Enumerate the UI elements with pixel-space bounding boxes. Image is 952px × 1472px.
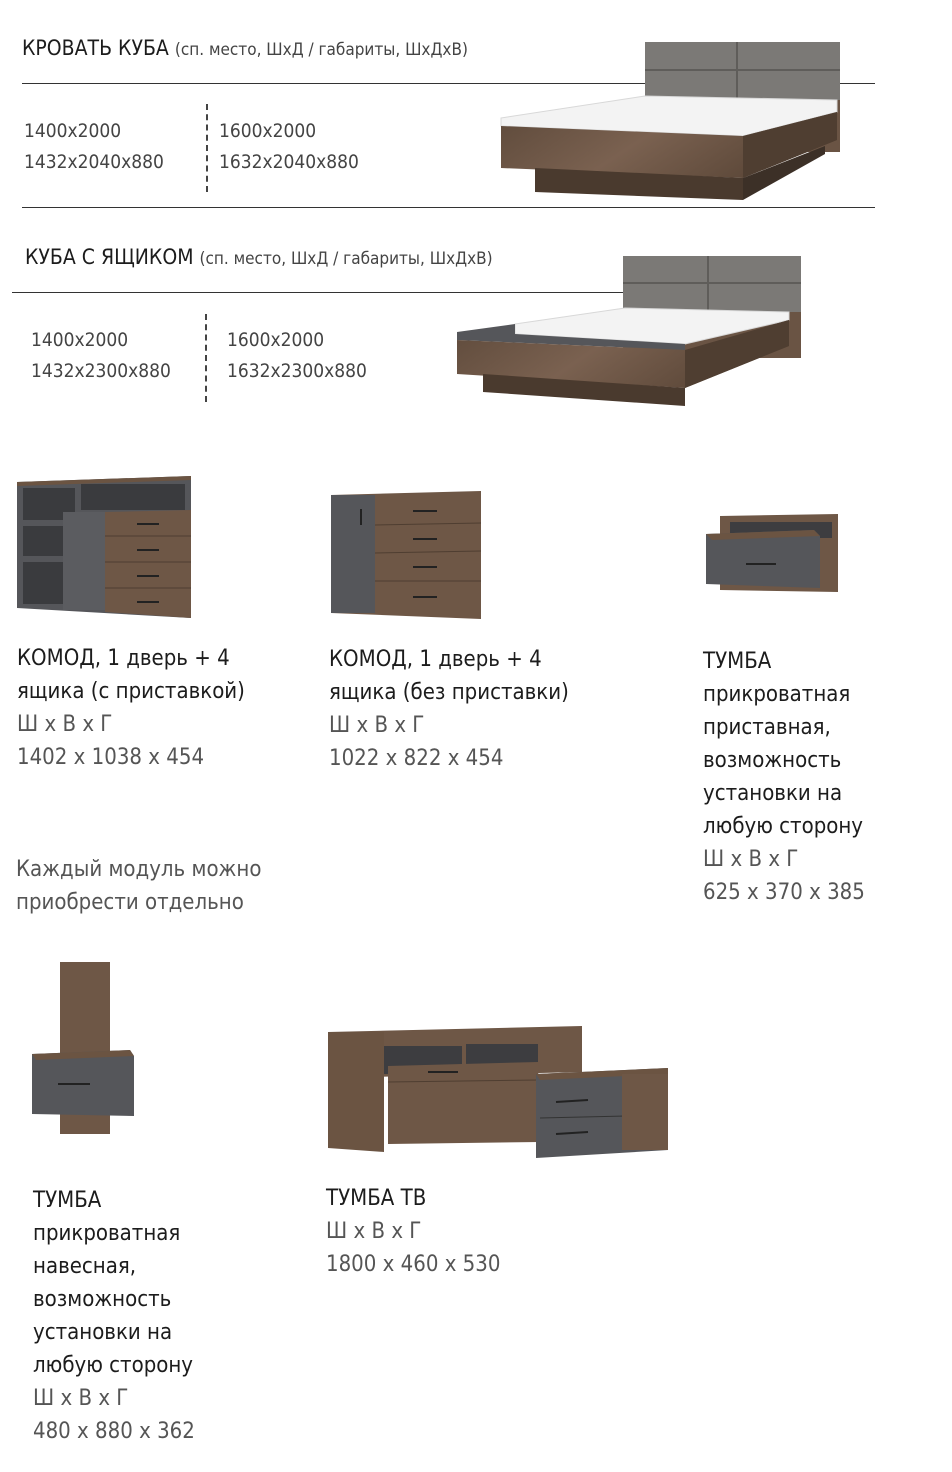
product-title: ТУМБА [703, 649, 772, 674]
sleep-size: 1600x2000 [219, 120, 317, 142]
sleep-size: 1600x2000 [227, 329, 325, 351]
bed-cuba-drawer-subtitle: (сп. место, ШхД / габариты, ШхДхВ) [199, 249, 493, 269]
bed-cuba-drawer-heading [25, 245, 493, 269]
bed-with-upholstered-headboard-icon [495, 40, 845, 205]
product-title: КОМОД, 1 дверь + 4 [329, 647, 542, 672]
bed-cuba-heading [22, 36, 468, 60]
bed-cuba-drawer-variant-1600 [227, 325, 367, 387]
dresser-icon [329, 489, 483, 623]
product-desc: любую сторону [703, 814, 864, 839]
sleep-size: 1400x2000 [31, 329, 129, 351]
dresser-ext-info [17, 642, 245, 774]
dashed-separator [205, 314, 207, 402]
bed-cuba-drawer-variant-1400 [31, 325, 171, 387]
dims-value: 1402 х 1038 х 454 [17, 745, 205, 770]
product-title: ящика (без приставки) [329, 680, 569, 705]
product-desc: прикроватная [33, 1221, 181, 1246]
product-desc: любую сторону [33, 1353, 194, 1378]
tv-stand-info [326, 1182, 500, 1281]
dresser-with-shelf-extension-icon [15, 474, 193, 622]
tv-stand-icon [326, 1024, 670, 1162]
bed-cuba-variant-1400 [24, 116, 164, 178]
bed-cuba-title: КРОВАТЬ КУБА [22, 36, 169, 60]
nightstand-icon [702, 512, 844, 594]
note [16, 853, 261, 919]
nightstand-side-info [703, 645, 865, 909]
sleep-size: 1400x2000 [24, 120, 122, 142]
product-desc: возможность [33, 1287, 172, 1312]
product-desc: приставная, [703, 715, 831, 740]
wall-nightstand-icon [30, 958, 136, 1138]
dims-value: 1800 х 460 х 530 [326, 1252, 501, 1277]
dims-label: Ш х В х Г [17, 712, 113, 737]
dims-value: 1022 х 822 х 454 [329, 746, 504, 771]
nightstand-wall-info [33, 1184, 195, 1448]
dims-label: Ш х В х Г [326, 1219, 422, 1244]
product-title: ТУМБА [33, 1188, 102, 1213]
product-desc: установки на [703, 781, 843, 806]
dims-value: 480 х 880 х 362 [33, 1419, 195, 1444]
product-desc: возможность [703, 748, 842, 773]
product-desc: навесная, [33, 1254, 137, 1279]
note-line: Каждый модуль можно [16, 857, 262, 882]
product-desc: прикроватная [703, 682, 851, 707]
dashed-separator [206, 104, 208, 192]
product-title: ящика (с приставкой) [17, 679, 245, 704]
bed-cuba-drawer-title: КУБА С ЯЩИКОМ [25, 245, 194, 269]
note-line: приобрести отдельно [16, 890, 244, 915]
dims-label: Ш х В х Г [329, 713, 425, 738]
dims-label: Ш х В х Г [703, 847, 799, 872]
bed-with-drawer-icon [455, 252, 805, 410]
product-title: КОМОД, 1 дверь + 4 [17, 646, 230, 671]
divider [22, 207, 875, 208]
bed-cuba-subtitle: (сп. место, ШхД / габариты, ШхДхВ) [174, 40, 468, 60]
product-title: ТУМБА ТВ [326, 1186, 427, 1211]
overall-size: 1632x2040x880 [219, 151, 359, 173]
overall-size: 1432x2300x880 [31, 360, 171, 382]
overall-size: 1632x2300x880 [227, 360, 367, 382]
dims-label: Ш х В х Г [33, 1386, 129, 1411]
dims-value: 625 х 370 х 385 [703, 880, 865, 905]
dresser-info [329, 643, 569, 775]
bed-cuba-variant-1600 [219, 116, 359, 178]
product-desc: установки на [33, 1320, 173, 1345]
overall-size: 1432x2040x880 [24, 151, 164, 173]
